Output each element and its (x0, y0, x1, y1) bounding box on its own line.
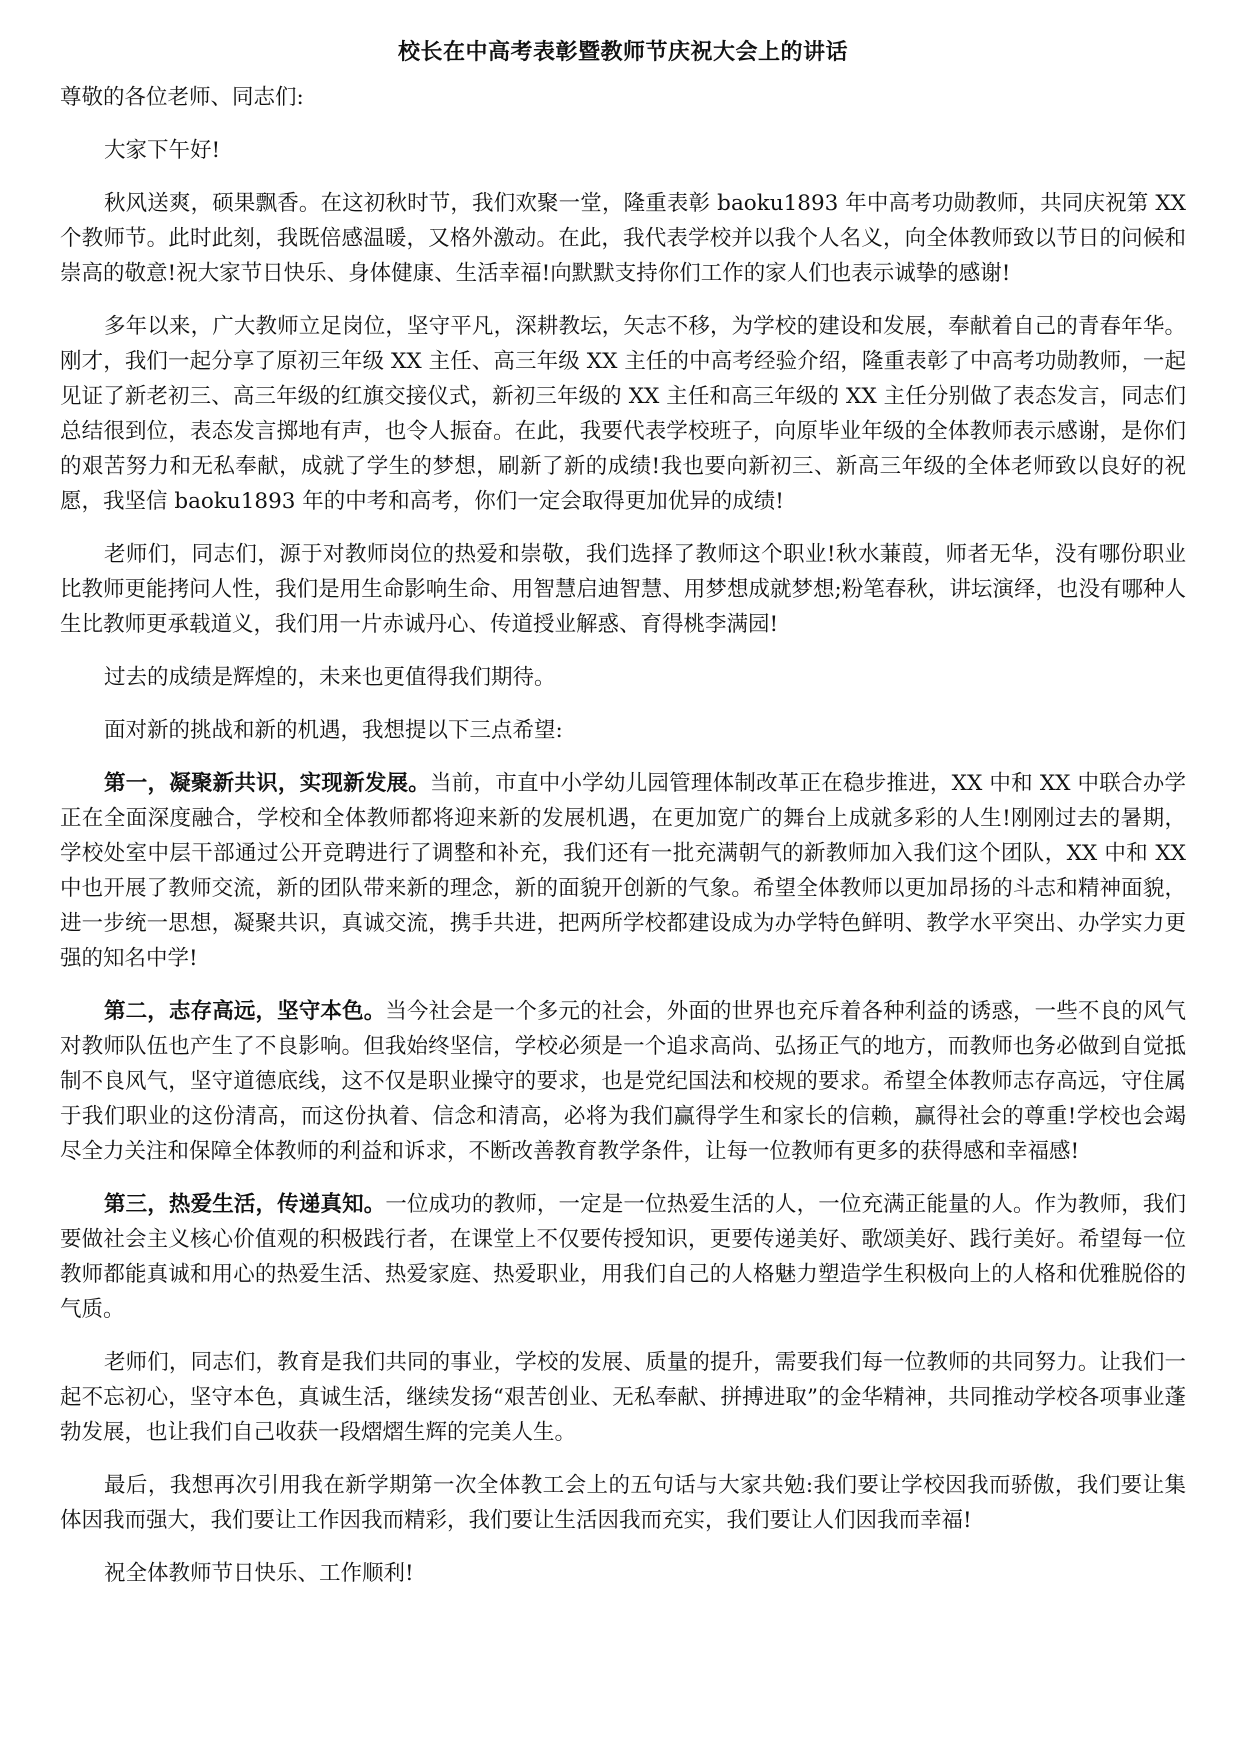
paragraph-10: 最后，我想再次引用我在新学期第一次全体教工会上的五句话与大家共勉:我们要让学校因我而骄傲，我们要让集体因我而强大，我们要让工作因我而精彩，我们要让生活因我而充实，我们要让人们因我而幸福! (60, 1473, 1186, 1533)
point-one-heading: 第一，凝聚新共识，实现新发展。 (104, 771, 431, 796)
point-three-heading: 第三，热爱生活，传递真知。 (104, 1192, 386, 1217)
paragraph-3: 老师们，同志们，源于对教师岗位的热爱和崇敬，我们选择了教师这个职业!秋水蒹葭，师者无华，没有哪份职业比教师更能拷问人性，我们是用生命影响生命、用智慧启迪智慧、用梦想成就梦想;粉笔春秋，讲坛演绎，也没有哪种人生比教师更承载道义，我们用一片赤诚丹心、传道授业解惑、育得桃李满园! (60, 542, 1186, 637)
closing-wish: 祝全体教师节日快乐、工作顺利! (104, 1561, 414, 1586)
document-page (60, 28, 1186, 1609)
point-two-body: 当今社会是一个多元的社会，外面的世界也充斥着各种利益的诱惑，一些不良的风气对教师队伍也产生了不良影响。但我始终坚信，学校必须是一个追求高尚、弘扬正气的地方，而教师也务必做到自觉抵制不良风气，坚守道德底线，这不仅是职业操守的要求，也是党纪国法和校规的要求。希望全体教师志存高远，守住属于我们职业的这份清高，而这份执着、信念和清高，必将为我们赢得学生和家长的信赖，赢得社会的尊重!学校也会竭尽全力关注和保障全体教师的利益和诉求，不断改善教育教学条件，让每一位教师有更多的获得感和幸福感! (60, 999, 1186, 1164)
paragraph-6 (60, 766, 1186, 976)
paragraph-7 (60, 994, 1186, 1169)
document-title: 校长在中高考表彰暨教师节庆祝大会上的讲话 (397, 39, 848, 65)
paragraph-2: 多年以来，广大教师立足岗位，坚守平凡，深耕教坛，矢志不移，为学校的建设和发展，奉献着自己的青春年华。刚才，我们一起分享了原初三年级 XX 主任、高三年级 XX 主任的中高考经验介绍，隆重表彰了中高考功勋教师，一起见证了新老初三、高三年级的红旗交接仪式，新初三年级的 XX 主任和高三年级的 XX 主任分别做了表态发言，同志们总结很到位，表态发言掷地有声，也令人振奋。在此，我要代表学校班子，向原毕业年级的全体教师表示感谢，是你们的艰苦努力和无私奉献，成就了学生的梦想，刷新了新的成绩!我也要向新初三、新高三年级的全体老师致以良好的祝愿，我坚信 baoku1893 年的中考和高考，你们一定会取得更加优异的成绩! (60, 314, 1186, 514)
paragraph-4: 过去的成绩是辉煌的，未来也更值得我们期待。 (104, 665, 556, 690)
paragraph-9: 老师们，同志们，教育是我们共同的事业，学校的发展、质量的提升，需要我们每一位教师的共同努力。让我们一起不忘初心，坚守本色，真诚生活，继续发扬“艰苦创业、无私奉献、拼搏进取”的金华精神，共同推动学校各项事业蓬勃发展，也让我们自己收获一段熠熠生辉的完美人生。 (60, 1350, 1186, 1445)
point-one-body: 当前，市直中小学幼儿园管理体制改革正在稳步推进，XX 中和 XX 中联合办学正在全面深度融合，学校和全体教师都将迎来新的发展机遇，在更加宽广的舞台上成就多彩的人生!刚刚过去的暑期，学校处室中层干部通过公开竞聘进行了调整和补充，我们还有一批充满朝气的新教师加入我们这个团队，XX 中和 XX 中也开展了教师交流，新的团队带来新的理念，新的面貌开创新的气象。希望全体教师以更加昂扬的斗志和精神面貌，进一步统一思想，凝聚共识，真诚交流，携手共进，把两所学校都建设成为办学特色鲜明、教学水平突出、办学实力更强的知名中学! (60, 771, 1186, 971)
paragraph-8 (60, 1187, 1186, 1327)
paragraph-5: 面对新的挑战和新的机遇，我想提以下三点希望: (104, 718, 563, 743)
point-two-heading: 第二，志存高远，坚守本色。 (104, 999, 386, 1024)
point-three-body: 一位成功的教师，一定是一位热爱生活的人，一位充满正能量的人。作为教师，我们要做社会主义核心价值观的积极践行者，在课堂上不仅要传授知识，更要传递美好、歌颂美好、践行美好。希望每一位教师都能真诚和用心的热爱生活、热爱家庭、热爱职业，用我们自己的人格魅力塑造学生积极向上的人格和优雅脱俗的气质。 (60, 1192, 1186, 1322)
greeting: 大家下午好! (104, 138, 221, 163)
paragraph-1: 秋风送爽，硕果飘香。在这初秋时节，我们欢聚一堂，隆重表彰 baoku1893 年中高考功勋教师，共同庆祝第 XX 个教师节。此时此刻，我既倍感温暖，又格外激动。在此，我代表学校并以我个人名义，向全体教师致以节日的问候和崇高的敬意!祝大家节日快乐、身体健康、生活幸福!向默默支持你们工作的家人们也表示诚挚的感谢! (60, 191, 1186, 286)
salutation: 尊敬的各位老师、同志们: (60, 85, 304, 110)
